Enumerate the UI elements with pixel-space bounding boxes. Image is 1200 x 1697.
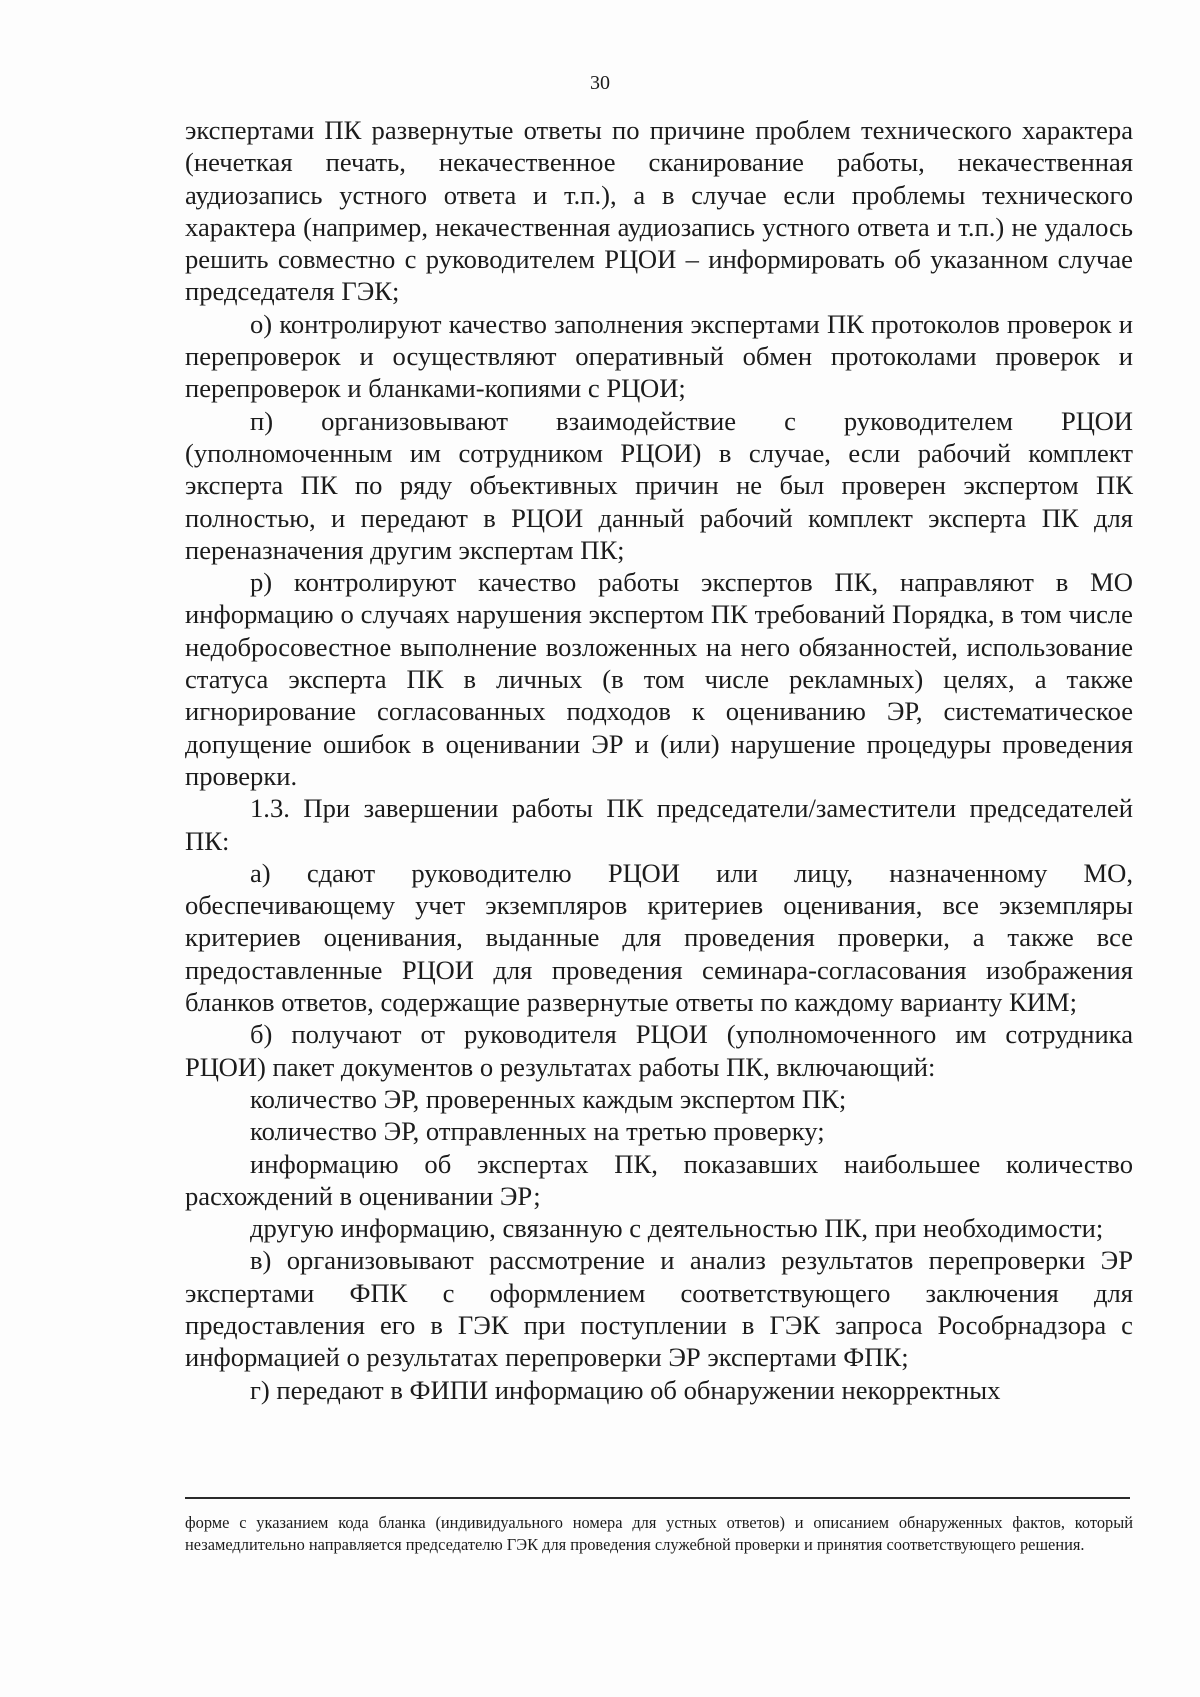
paragraph-item-a: а) сдают руководителю РЦОИ или лицу, назначенному МО, обеспечивающему учет экземпляров критериев оценивания, все экземпляры критериев оценивания, выданные для проведения проверки, а также все предоставленные РЦОИ для проведения семинара-согласования изображения бланков ответов, содержащие развернутые ответы по каждому варианту КИМ;: [185, 857, 1133, 1018]
paragraph-item-b: б) получают от руководителя РЦОИ (уполномоченного им сотрудника РЦОИ) пакет документов о результатах работы ПК, включающий:: [185, 1019, 1133, 1082]
paragraph-continuation: экспертами ПК развернутые ответы по причине проблем технического характера (нечеткая печать, некачественное сканирование работы, некачественная аудиозапись устного ответа и т.п.), а в случае если проблемы технического характера (например, некачественная аудиозапись устного ответа и т.п.) не удалось решить совместно с руководителем РЦОИ – информировать об указанном случае председателя ГЭК;: [185, 115, 1133, 307]
footnote: [185, 1512, 1133, 1556]
paragraph-list-entry: другую информацию, связанную с деятельностью ПК, при необходимости;: [250, 1213, 1104, 1244]
paragraph-list-entry: информацию об экспертах ПК, показавших наибольшее количество расхождений в оценивании ЭР;: [185, 1148, 1133, 1211]
footnote-separator: [185, 1497, 1130, 1499]
footnote-text: форме с указанием кода бланка (индивидуального номера для устных ответов) и описанием обнаруженных фактов, который незамедлительно направляется председателю ГЭК для проведения служебной проверки и принятия соответствующего решения.: [185, 1513, 1133, 1554]
paragraph-item-v: в) организовывают рассмотрение и анализ результатов перепроверки ЭР экспертами ФПК с оформлением соответствующего заключения для предоставления его в ГЭК при поступлении в ГЭК запроса Рособрнадзора с информацией о результатах перепроверки ЭР экспертами ФПК;: [185, 1245, 1133, 1373]
paragraph-item-o: о) контролируют качество заполнения экспертами ПК протоколов проверок и перепроверок и осуществляют оперативный обмен протоколами проверок и перепроверок и бланками-копиями с РЦОИ;: [185, 308, 1133, 404]
paragraph-item-r: р) контролируют качество работы экспертов ПК, направляют в МО информацию о случаях нарушения экспертом ПК требований Порядка, в том числе недобросовестное выполнение возложенных на него обязанностей, использование статуса эксперта ПК в личных (в том числе рекламных) целях, а также игнорирование согласованных подходов к оцениванию ЭР, систематическое допущение ошибок в оценивании ЭР и (или) нарушение процедуры проведения проверки.: [185, 567, 1133, 791]
page-number: 30: [590, 72, 610, 94]
paragraph-list-entry: количество ЭР, проверенных каждым экспертом ПК;: [250, 1083, 847, 1114]
body-text: [185, 114, 1133, 1406]
paragraph-item-g: г) передают в ФИПИ информацию об обнаружении некорректных: [250, 1374, 1001, 1405]
paragraph-section-1-3: 1.3. При завершении работы ПК председатели/заместители председателей ПК:: [185, 793, 1133, 856]
paragraph-list-entry: количество ЭР, отправленных на третью проверку;: [250, 1116, 825, 1147]
paragraph-item-p: п) организовывают взаимодействие с руководителем РЦОИ (уполномоченным им сотрудником РЦОИ) в случае, если рабочий комплект эксперта ПК по ряду объективных причин не был проверен экспертом ПК полностью, и передают в РЦОИ данный рабочий комплект эксперта ПК для переназначения другим экспертам ПК;: [185, 405, 1133, 565]
